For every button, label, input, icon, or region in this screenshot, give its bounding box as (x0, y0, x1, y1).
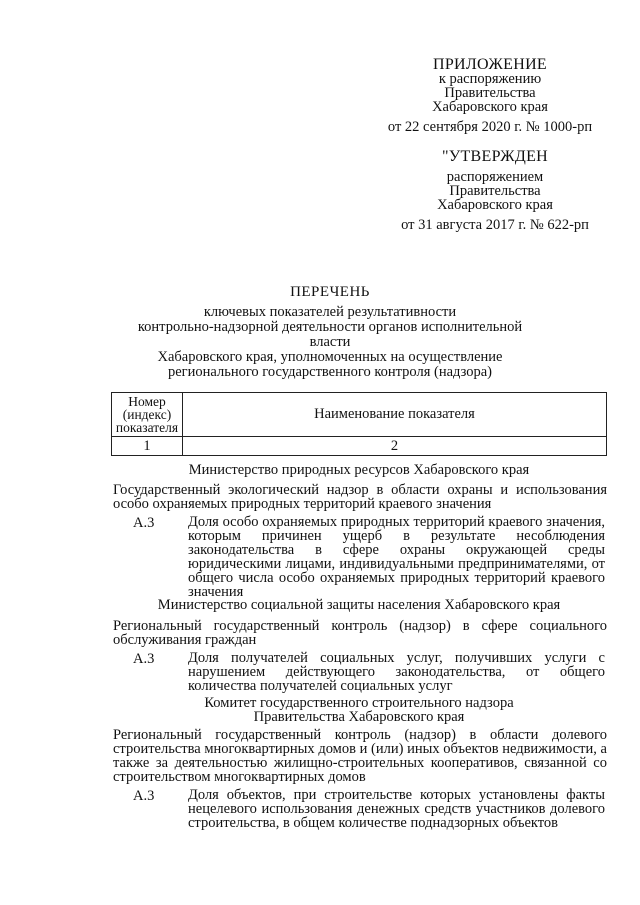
document-title: ПЕРЕЧЕНЬ (290, 284, 370, 300)
annex-line-1: к распоряжению (438, 71, 542, 87)
column-header-name: Наименование показателя (183, 393, 607, 437)
subtitle-line: ключевых показателей результативности (203, 304, 457, 320)
approved-date: от 31 августа 2017 г. № 622-рп (401, 217, 589, 233)
approved-line-1: распоряжением (446, 169, 544, 185)
approved-line-3: Хабаровского края (437, 197, 553, 213)
approved-block (390, 150, 600, 232)
column-header-line: (индекс) (122, 407, 172, 422)
approved-title: "УТВЕРЖДЕН (442, 148, 548, 165)
section-heading-line: Правительства Хабаровского края (253, 709, 465, 725)
control-area: Региональный государственный контроль (надзор) в области долевого строительства многоквартирных домов и (или) иных объектов недвижимости, а также за деятельностью жилищно-строительных кооперативов, связанной со строительством многоквартирных домов (113, 727, 607, 785)
indicator-code: А.3 (133, 788, 155, 804)
indicator-code: А.3 (133, 515, 155, 531)
column-number-2: 2 (183, 437, 607, 456)
indicator-text: Доля получателей социальных услуг, получивших услуги с нарушением действующего законодательства, от общего количества получателей социальных услуг (188, 650, 605, 694)
subtitle-line: контрольно-надзорной деятельности органов исполнительной власти (137, 319, 523, 350)
subtitle-line: регионального государственного контроля (надзора) (168, 364, 492, 380)
annex-line-2: Правительства (444, 85, 536, 101)
column-header-line: показателя (115, 420, 179, 435)
annex-title: ПРИЛОЖЕНИЕ (432, 56, 547, 73)
control-area: Региональный государственный контроль (надзор) в сфере социального обслуживания граждан (113, 618, 607, 648)
annex-line-3: Хабаровского края (432, 99, 548, 115)
indicator-text: Доля особо охраняемых природных территорий краевого значения, которым причинен ущерб в результате несоблюдения законодательства в сфере охраны окружающей среды юридическими лицами, индивидуальными предпринимателями, от общего числа особо охраняемых природных территорий краевого значения (188, 514, 605, 600)
column-header-index (112, 393, 183, 437)
column-number-1: 1 (112, 437, 183, 456)
indicator-code: А.3 (133, 651, 155, 667)
annex-block (380, 58, 600, 134)
subtitle-line: Хабаровского края, уполномоченных на осуществление (157, 349, 503, 365)
section-heading: Министерство природных ресурсов Хабаровского края (188, 462, 530, 478)
indicator-text: Доля объектов, при строительстве которых установлены факты нецелевого использования денежных средств участников долевого строительства, в общем количестве поднадзорных объектов (188, 787, 605, 831)
annex-date: от 22 сентября 2020 г. № 1000-рп (387, 119, 593, 135)
indicator-table-header (111, 392, 607, 456)
column-header-line: Номер (128, 394, 166, 409)
document-subtitle (120, 305, 540, 380)
section-heading (111, 696, 607, 724)
approved-line-2: Правительства (449, 183, 541, 199)
section-heading-line: Комитет государственного строительного надзора (204, 695, 514, 711)
control-area: Государственный экологический надзор в области охраны и использования особо охраняемых природных территорий краевого значения (113, 482, 607, 512)
section-heading: Министерство социальной защиты населения Хабаровского края (157, 597, 561, 613)
